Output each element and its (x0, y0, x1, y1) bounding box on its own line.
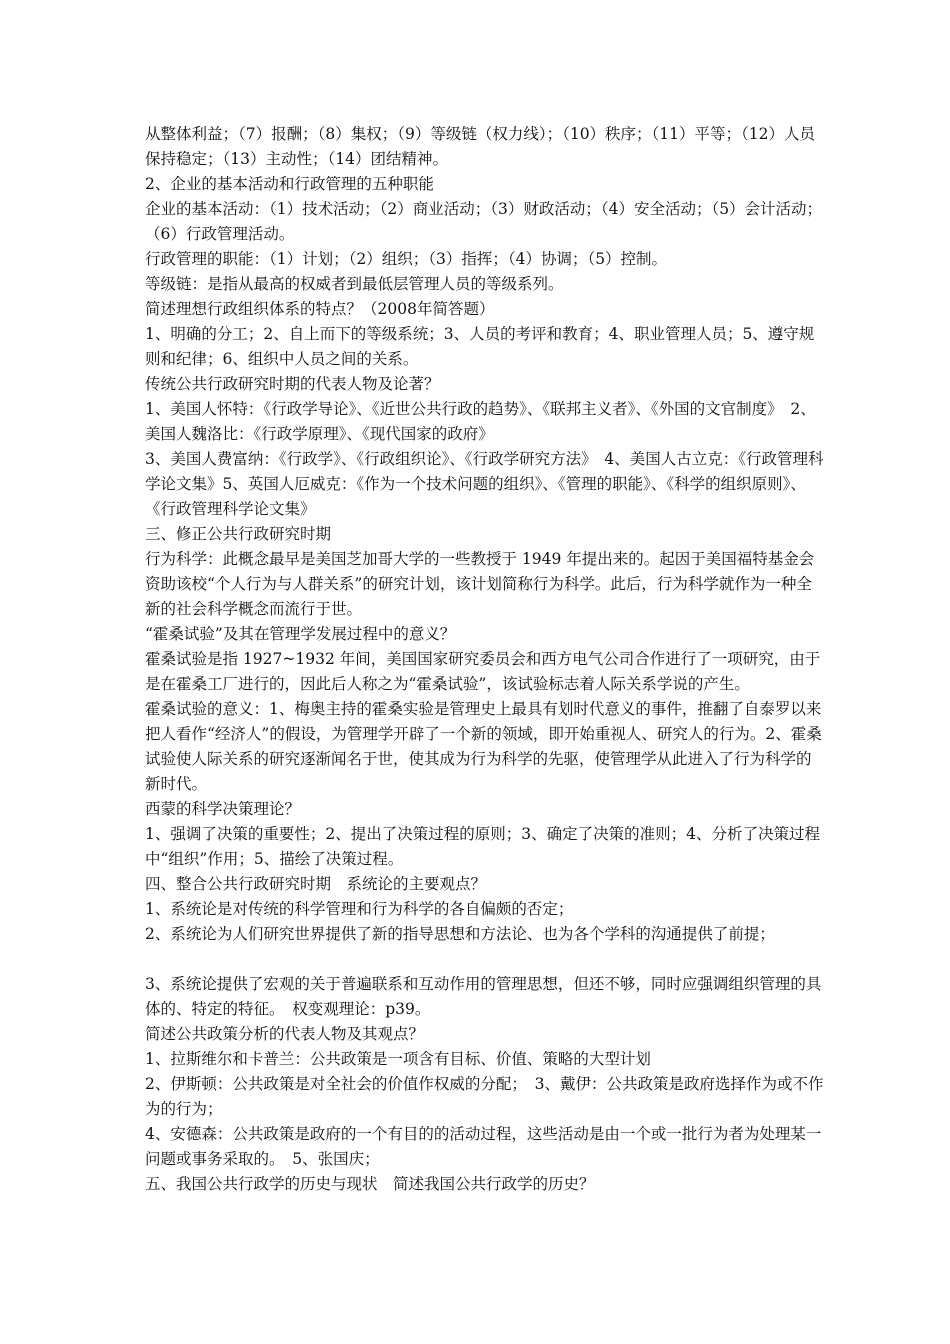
paragraph: 3、系统论提供了宏观的关于普遍联系和互动作用的管理思想，但还不够，同时应强调组织管理的具体的、特定的特征。 权变观理论：p39。 (145, 975, 822, 1018)
section-heading: 三、修正公共行政研究时期 (145, 525, 332, 543)
paragraph: 4、安德森：公共政策是政府的一个有目的的活动过程，这些活动是由一个或一批行为者为处理某一问题或事务采取的。 5、张国庆； (145, 1125, 822, 1168)
paragraph: 霍桑试验的意义：1、梅奥主持的霍桑实验是管理史上最具有划时代意义的事件，推翻了自泰罗以来把人看作“经济人”的假设，为管理学开辟了一个新的领域，即开始重视人、研究人的行为。2、霍桑试验使人际关系的研究逐渐闻名于世，使其成为行为科学的先驱，使管理学从此进入了行为科学的新时代。 (145, 700, 822, 793)
paragraph: 行政管理的职能：（1）计划；（2）组织；（3）指挥；（4）协调；（5）控制。 (145, 250, 668, 268)
paragraph: 等级链：是指从最高的权威者到最低层管理人员的等级系列。 (145, 275, 564, 293)
paragraph: 霍桑试验是指 1927~1932 年间，美国国家研究委员会和西方电气公司合作进行了一项研究，由于是在霍桑工厂进行的，因此后人称之为“霍桑试验”，该试验标志着人际关系学说的产生。 (145, 650, 821, 693)
blank-line (145, 947, 825, 972)
question-heading: “霍桑试验”及其在管理学发展过程中的意义？ (145, 625, 456, 643)
paragraph: 1、拉斯维尔和卡普兰：公共政策是一项含有目标、价值、策略的大型计划 (145, 1050, 651, 1068)
paragraph: 从整体利益；（7）报酬；（8）集权；（9）等级链（权力线）；（10）秩序；（11）平等；（12）人员保持稳定；（13）主动性；（14）团结精神。 (145, 125, 816, 168)
question-heading: 简述理想行政组织体系的特点？（2008年简答题） (145, 300, 495, 318)
paragraph: 2、系统论为人们研究世界提供了新的指导思想和方法论、也为各个学科的沟通提供了前提； (145, 925, 775, 943)
paragraph: 2、伊斯顿：公共政策是对全社会的价值作权威的分配； 3、戴伊：公共政策是政府选择作为或不作为的行为； (145, 1075, 824, 1118)
question-heading: 简述公共政策分析的代表人物及其观点？ (145, 1025, 425, 1043)
section-heading: 五、我国公共行政学的历史与现状 简述我国公共行政学的历史？ (145, 1175, 595, 1193)
paragraph: 1、明确的分工；2、自上而下的等级系统；3、人员的考评和教育；4、职业管理人员；5、遵守规则和纪律；6、组织中人员之间的关系。 (145, 325, 815, 368)
document-page (145, 122, 825, 1197)
section-heading: 2、企业的基本活动和行政管理的五种职能 (145, 175, 434, 193)
question-heading: 传统公共行政研究时期的代表人物及论著？ (145, 375, 440, 393)
paragraph: 3、美国人费富纳：《行政学》、《行政组织论》、《行政学研究方法》 4、美国人古立克：《行政管理科学论文集》5、英国人厄威克：《作为一个技术问题的组织》、《管理的职能》、《科学的组织原则》、《行政管理科学论文集》 (145, 450, 824, 518)
paragraph: 企业的基本活动：（1）技术活动；（2）商业活动；（3）财政活动；（4）安全活动；（5）会计活动；（6）行政管理活动。 (145, 200, 823, 243)
paragraph: 1、系统论是对传统的科学管理和行为科学的各自偏颇的否定； (145, 900, 574, 918)
paragraph: 1、美国人怀特：《行政学导论》、《近世公共行政的趋势》、《联邦主义者》、《外国的文官制度》 2、美国人魏洛比：《行政学原理》、《现代国家的政府》 (145, 400, 816, 443)
paragraph: 1、强调了决策的重要性；2、提出了决策过程的原则；3、确定了决策的准则；4、分析了决策过程中“组织”作用；5、描绘了决策过程。 (145, 825, 820, 868)
section-heading: 四、整合公共行政研究时期 系统论的主要观点？ (145, 875, 487, 893)
paragraph: 行为科学：此概念最早是美国芝加哥大学的一些教授于 1949 年提出来的。起因于美国福特基金会资助该校“个人行为与人群关系”的研究计划，该计划简称行为科学。此后，行为科学就作为一种全新的社会科学概念而流行于世。 (145, 550, 815, 618)
question-heading: 西蒙的科学决策理论？ (145, 800, 301, 818)
